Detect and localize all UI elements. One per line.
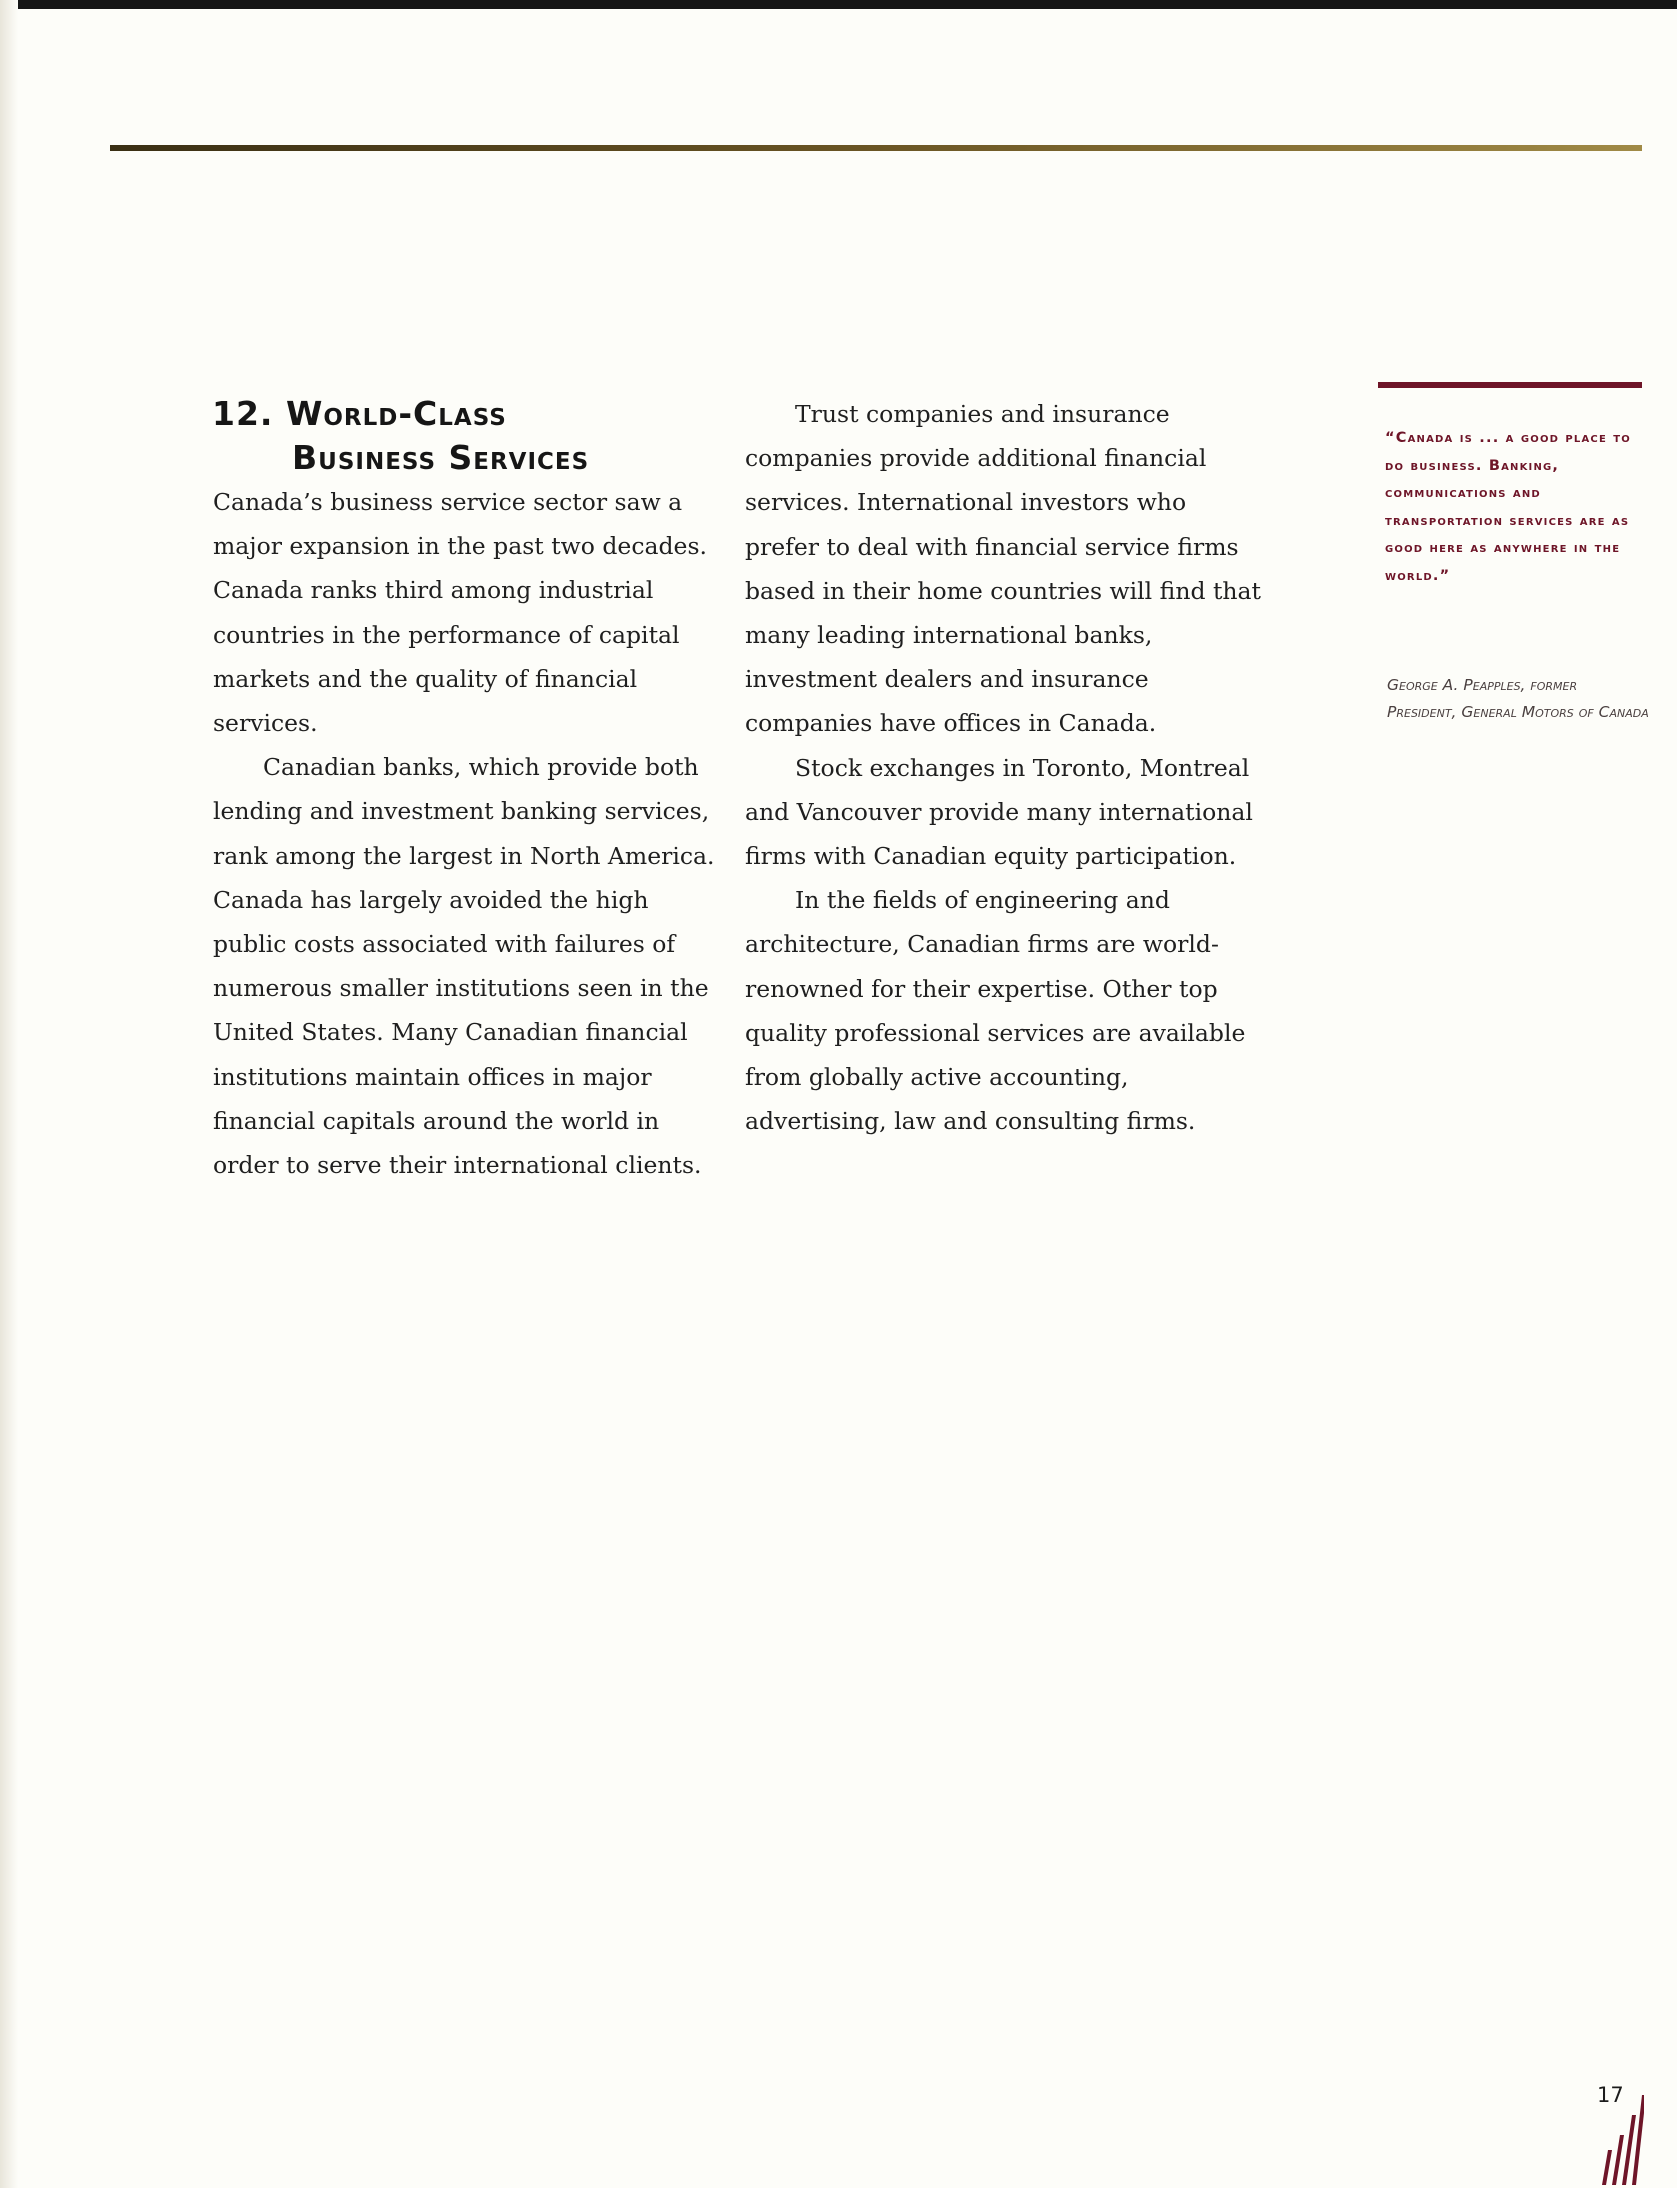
section-heading-line-1: 12. World-Class	[212, 394, 507, 433]
quote-rule	[1378, 382, 1642, 388]
pull-quote: “Canada is ... a good place to do business. Banking, communications and transportation services are as good here as anywhere in the world.”	[1385, 430, 1631, 584]
page-number: 17	[1597, 2083, 1624, 2107]
body-paragraph: Canadian banks, which provide both lending and investment banking services, rank among the largest in North America. Canada has largely avoided the high public costs associated with failures of numerous smaller institutions seen in the United States. Many Canadian financial institutions maintain offices in major financial capitals around the world in order to serve their international clients.	[213, 753, 715, 1180]
section-heading	[212, 392, 732, 480]
middle-column	[745, 392, 1265, 1143]
section-heading-line-2: Business Services	[292, 438, 590, 477]
left-column	[213, 480, 723, 1187]
page-left-edge	[0, 0, 18, 2188]
quote-attribution: George A. Peapples, former President, General Motors of Canada	[1387, 676, 1649, 721]
header-rule	[110, 145, 1642, 151]
bars-icon	[1594, 2090, 1644, 2185]
body-paragraph: Stock exchanges in Toronto, Montreal and Vancouver provide many international firms with Canadian equity participation.	[745, 753, 1253, 871]
body-paragraph: In the fields of engineering and architecture, Canadian firms are world-renowned for their expertise. Other top quality professional services are available from globally active accounting, advertising, law and consulting firms.	[745, 886, 1246, 1136]
body-paragraph: Trust companies and insurance companies provide additional financial services. International investors who prefer to deal with financial service firms based in their home countries will find that many leading international banks, investment dealers and insurance companies have offices in Canada.	[745, 400, 1262, 738]
page-top-edge	[0, 0, 1677, 9]
body-paragraph: Canada’s business service sector saw a major expansion in the past two decades. Canada ranks third among industrial countries in the performance of capital markets and the quality of financial services.	[213, 488, 707, 738]
